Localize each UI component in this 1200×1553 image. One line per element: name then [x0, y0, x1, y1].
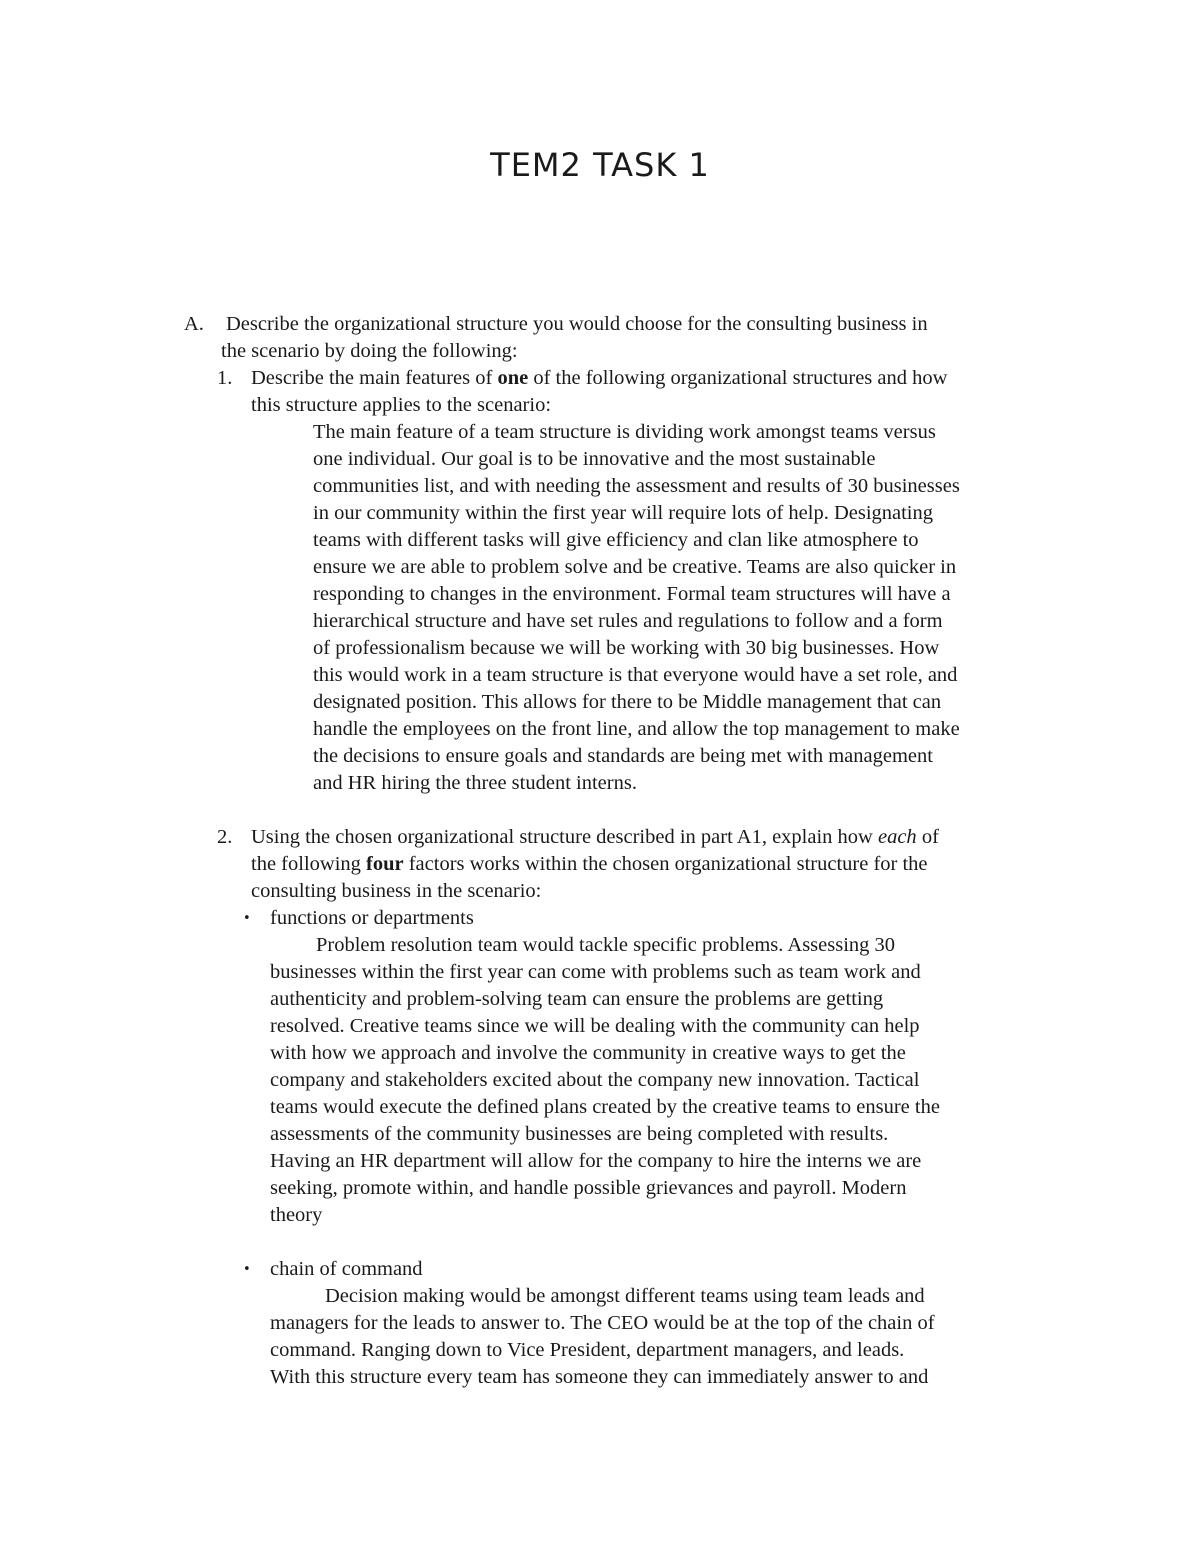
item-2-question-line: the following four factors works within the chosen organizational structure for the [251, 853, 928, 875]
item-2-question-line: consulting business in the scenario: [251, 880, 542, 902]
answer-line: teams would execute the defined plans created by the creative teams to ensure the [270, 1096, 940, 1118]
answer-line: authenticity and problem-solving team can ensure the problems are getting [270, 988, 884, 1010]
emphasis-one: one [497, 367, 529, 389]
bullet-icon: • [243, 1262, 251, 1277]
answer-line: teams with different tasks will give efficiency and clan like atmosphere to [313, 529, 919, 551]
answer-line: The main feature of a team structure is dividing work amongst teams versus [313, 421, 936, 443]
answer-line: managers for the leads to answer to. The CEO would be at the top of the chain of [270, 1312, 935, 1334]
section-a-line: the scenario by doing the following: [221, 340, 518, 362]
bullet-icon: • [243, 911, 251, 926]
answer-line: resolved. Creative teams since we will be dealing with the community can help [270, 1015, 920, 1037]
item-1-question-line: this structure applies to the scenario: [251, 394, 552, 416]
answer-line: ensure we are able to problem solve and be creative. Teams are also quicker in [313, 556, 957, 578]
answer-line: command. Ranging down to Vice President, department managers, and leads. [270, 1339, 905, 1361]
answer-line: seeking, promote within, and handle possible grievances and payroll. Modern [270, 1177, 907, 1199]
answer-line: handle the employees on the front line, and allow the top management to make [313, 718, 960, 740]
item-2-marker: 2. [217, 826, 233, 848]
answer-line: with how we approach and involve the community in creative ways to get the [270, 1042, 906, 1064]
answer-line: Problem resolution team would tackle specific problems. Assessing 30 [316, 934, 896, 956]
answer-line: communities list, and with needing the assessment and results of 30 businesses [313, 475, 960, 497]
item-1-marker: 1. [217, 367, 233, 389]
answer-line: businesses within the first year can come with problems such as team work and [270, 961, 921, 983]
answer-line: responding to changes in the environment. Formal team structures will have a [313, 583, 951, 605]
answer-line: Having an HR department will allow for the company to hire the interns we are [270, 1150, 922, 1172]
answer-line: one individual. Our goal is to be innovative and the most sustainable [313, 448, 876, 470]
answer-line: the decisions to ensure goals and standards are being met with management [313, 745, 933, 767]
bullet-heading-chain-of-command: chain of command [270, 1258, 423, 1280]
answer-line: hierarchical structure and have set rules and regulations to follow and a form [313, 610, 943, 632]
item-2-question-line: Using the chosen organizational structure described in part A1, explain how each of [251, 826, 939, 848]
bullet-heading-functions: functions or departments [270, 907, 474, 929]
answer-line: theory [270, 1204, 323, 1226]
section-a-marker: A. [184, 313, 204, 335]
answer-line: designated position. This allows for there to be Middle management that can [313, 691, 942, 713]
answer-line: With this structure every team has someone they can immediately answer to and [270, 1366, 929, 1388]
emphasis-each: each [877, 826, 917, 848]
answer-line: of professionalism because we will be working with 30 big businesses. How [313, 637, 940, 659]
answer-line: and HR hiring the three student interns. [313, 772, 637, 794]
document-title: TEM2 TASK 1 [490, 146, 710, 184]
answer-line: in our community within the first year will require lots of help. Designating [313, 502, 934, 524]
answer-line: Decision making would be amongst different teams using team leads and [325, 1285, 925, 1307]
emphasis-four: four [366, 853, 404, 875]
answer-line: this would work in a team structure is that everyone would have a set role, and [313, 664, 958, 686]
item-1-question-line: Describe the main features of one of the following organizational structures and how [251, 367, 948, 389]
answer-line: company and stakeholders excited about the company new innovation. Tactical [270, 1069, 920, 1091]
answer-line: assessments of the community businesses are being completed with results. [270, 1123, 889, 1145]
section-a-line: Describe the organizational structure you would choose for the consulting business in [226, 313, 928, 335]
